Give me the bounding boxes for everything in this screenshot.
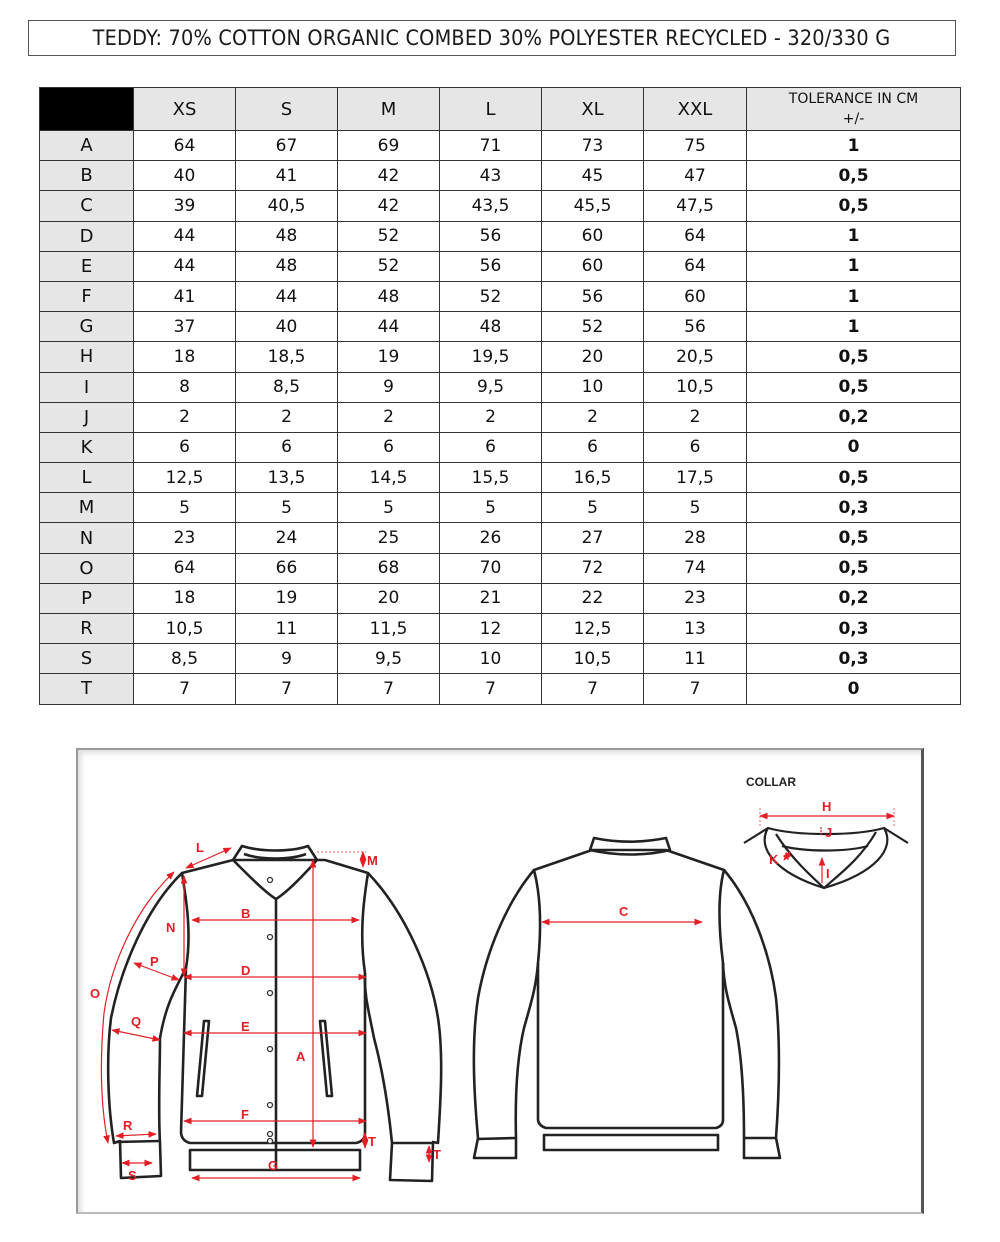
tolerance-value: 0,2 bbox=[747, 402, 961, 432]
label-o: O bbox=[90, 986, 101, 1001]
measure-k-line bbox=[784, 852, 790, 860]
size-value-xxl: 7 bbox=[644, 674, 747, 704]
size-value-xs: 23 bbox=[134, 523, 236, 553]
size-row-i bbox=[40, 372, 961, 402]
size-value-xxl: 2 bbox=[644, 402, 747, 432]
measurement-label: P bbox=[40, 583, 134, 613]
label-s: S bbox=[128, 1168, 137, 1183]
page-title: TEDDY: 70% COTTON ORGANIC COMBED 30% POLYESTER RECYCLED - 320/330 G bbox=[93, 26, 891, 50]
tolerance-value: 0,5 bbox=[747, 523, 961, 553]
size-value-xs: 39 bbox=[134, 191, 236, 221]
size-value-m: 44 bbox=[338, 312, 440, 342]
size-table-body bbox=[40, 131, 961, 705]
size-value-m: 9,5 bbox=[338, 644, 440, 674]
front-buttons bbox=[268, 878, 273, 1144]
tolerance-value: 0,5 bbox=[747, 342, 961, 372]
label-a: A bbox=[296, 1049, 306, 1064]
size-value-xs: 5 bbox=[134, 493, 236, 523]
size-value-xs: 6 bbox=[134, 432, 236, 462]
label-l: L bbox=[196, 840, 204, 855]
size-value-m: 52 bbox=[338, 221, 440, 251]
size-row-f bbox=[40, 281, 961, 311]
size-value-xl: 20 bbox=[542, 342, 644, 372]
size-value-xs: 7 bbox=[134, 674, 236, 704]
collar-measure-labels bbox=[769, 799, 832, 881]
header-size-xs: XS bbox=[134, 88, 236, 131]
size-value-l: 7 bbox=[440, 674, 542, 704]
header-size-xl: XL bbox=[542, 88, 644, 131]
size-value-l: 6 bbox=[440, 432, 542, 462]
size-value-l: 15,5 bbox=[440, 463, 542, 493]
size-value-xs: 64 bbox=[134, 553, 236, 583]
header-size-m: M bbox=[338, 88, 440, 131]
button-icon bbox=[268, 1103, 273, 1108]
size-value-l: 48 bbox=[440, 312, 542, 342]
size-value-xs: 64 bbox=[134, 131, 236, 161]
title-box bbox=[28, 20, 956, 56]
size-value-s: 48 bbox=[236, 221, 338, 251]
tolerance-value: 1 bbox=[747, 131, 961, 161]
size-value-xl: 10,5 bbox=[542, 644, 644, 674]
size-value-xs: 44 bbox=[134, 221, 236, 251]
tolerance-value: 0,3 bbox=[747, 493, 961, 523]
measurement-diagram bbox=[76, 748, 924, 1214]
size-value-l: 56 bbox=[440, 251, 542, 281]
label-r: R bbox=[123, 1118, 133, 1133]
size-row-t bbox=[40, 674, 961, 704]
tolerance-value: 1 bbox=[747, 221, 961, 251]
label-i: I bbox=[826, 866, 830, 881]
front-pocket-left bbox=[197, 1021, 209, 1096]
label-b: B bbox=[241, 906, 251, 921]
size-value-xl: 16,5 bbox=[542, 463, 644, 493]
label-n: N bbox=[166, 920, 176, 935]
measurement-label: R bbox=[40, 614, 134, 644]
label-e: E bbox=[241, 1019, 250, 1034]
size-value-xs: 10,5 bbox=[134, 614, 236, 644]
measurement-label: O bbox=[40, 553, 134, 583]
size-value-l: 19,5 bbox=[440, 342, 542, 372]
label-c: C bbox=[619, 904, 629, 919]
size-value-m: 14,5 bbox=[338, 463, 440, 493]
header-corner bbox=[40, 88, 134, 131]
size-value-xs: 37 bbox=[134, 312, 236, 342]
size-value-xxl: 6 bbox=[644, 432, 747, 462]
size-value-l: 26 bbox=[440, 523, 542, 553]
tolerance-header-line1: TOLERANCE IN CM bbox=[788, 91, 919, 107]
size-value-m: 42 bbox=[338, 191, 440, 221]
size-row-m bbox=[40, 493, 961, 523]
size-value-xs: 18 bbox=[134, 583, 236, 613]
measurement-label: J bbox=[40, 402, 134, 432]
back-collar bbox=[590, 838, 670, 855]
tolerance-value: 1 bbox=[747, 251, 961, 281]
size-row-a bbox=[40, 131, 961, 161]
size-value-l: 52 bbox=[440, 281, 542, 311]
size-value-m: 42 bbox=[338, 161, 440, 191]
measurement-label: G bbox=[40, 312, 134, 342]
tolerance-value: 0,3 bbox=[747, 614, 961, 644]
size-value-xxl: 11 bbox=[644, 644, 747, 674]
measurement-label: K bbox=[40, 432, 134, 462]
size-table-header bbox=[40, 88, 961, 131]
tolerance-value: 0,5 bbox=[747, 161, 961, 191]
measurement-label: F bbox=[40, 281, 134, 311]
size-value-s: 24 bbox=[236, 523, 338, 553]
label-t2: T bbox=[433, 1147, 441, 1162]
size-value-m: 19 bbox=[338, 342, 440, 372]
size-value-m: 7 bbox=[338, 674, 440, 704]
size-row-h bbox=[40, 342, 961, 372]
size-value-xl: 6 bbox=[542, 432, 644, 462]
size-value-xxl: 64 bbox=[644, 221, 747, 251]
size-value-l: 21 bbox=[440, 583, 542, 613]
measure-r-line bbox=[116, 1134, 156, 1136]
label-j: J bbox=[825, 825, 833, 840]
size-row-n bbox=[40, 523, 961, 553]
size-value-xs: 18 bbox=[134, 342, 236, 372]
header-tolerance bbox=[747, 88, 961, 131]
tolerance-value: 0,5 bbox=[747, 553, 961, 583]
tolerance-value: 0 bbox=[747, 432, 961, 462]
back-right-sleeve bbox=[723, 870, 780, 1158]
front-left-sleeve bbox=[108, 873, 186, 1178]
size-value-s: 8,5 bbox=[236, 372, 338, 402]
size-value-s: 18,5 bbox=[236, 342, 338, 372]
button-icon bbox=[268, 1132, 273, 1137]
size-row-l bbox=[40, 463, 961, 493]
size-value-xl: 27 bbox=[542, 523, 644, 553]
label-d: D bbox=[241, 963, 251, 978]
measurement-label: A bbox=[40, 131, 134, 161]
size-row-c bbox=[40, 191, 961, 221]
size-value-l: 56 bbox=[440, 221, 542, 251]
size-value-s: 9 bbox=[236, 644, 338, 674]
size-value-xl: 56 bbox=[542, 281, 644, 311]
measure-q-line bbox=[112, 1030, 160, 1040]
size-value-m: 25 bbox=[338, 523, 440, 553]
size-value-xl: 10 bbox=[542, 372, 644, 402]
size-value-l: 10 bbox=[440, 644, 542, 674]
label-q: Q bbox=[131, 1014, 142, 1029]
label-m: M bbox=[367, 853, 378, 868]
size-value-xl: 7 bbox=[542, 674, 644, 704]
header-size-l: L bbox=[440, 88, 542, 131]
tolerance-value: 1 bbox=[747, 281, 961, 311]
size-value-xxl: 56 bbox=[644, 312, 747, 342]
collar-title: COLLAR bbox=[746, 775, 796, 789]
size-value-xxl: 64 bbox=[644, 251, 747, 281]
size-value-xxl: 28 bbox=[644, 523, 747, 553]
size-value-l: 70 bbox=[440, 553, 542, 583]
size-table bbox=[39, 87, 961, 705]
measurement-label: S bbox=[40, 644, 134, 674]
size-value-xxl: 60 bbox=[644, 281, 747, 311]
header-size-xxl: XXL bbox=[644, 88, 747, 131]
front-collar-inner bbox=[244, 854, 306, 859]
front-body-outline bbox=[181, 860, 368, 1143]
front-jacket-drawing bbox=[108, 846, 441, 1181]
size-value-s: 5 bbox=[236, 493, 338, 523]
size-value-l: 43,5 bbox=[440, 191, 542, 221]
size-value-m: 69 bbox=[338, 131, 440, 161]
size-value-xl: 60 bbox=[542, 221, 644, 251]
size-value-m: 48 bbox=[338, 281, 440, 311]
size-value-l: 9,5 bbox=[440, 372, 542, 402]
size-value-m: 68 bbox=[338, 553, 440, 583]
size-value-xxl: 75 bbox=[644, 131, 747, 161]
front-right-sleeve bbox=[365, 873, 441, 1181]
size-value-xs: 2 bbox=[134, 402, 236, 432]
size-value-s: 67 bbox=[236, 131, 338, 161]
back-jacket-drawing bbox=[474, 838, 780, 1158]
size-value-s: 41 bbox=[236, 161, 338, 191]
measurement-label: D bbox=[40, 221, 134, 251]
size-value-s: 11 bbox=[236, 614, 338, 644]
size-value-m: 20 bbox=[338, 583, 440, 613]
size-value-s: 66 bbox=[236, 553, 338, 583]
back-left-sleeve bbox=[474, 870, 538, 1158]
size-value-m: 2 bbox=[338, 402, 440, 432]
size-value-xs: 44 bbox=[134, 251, 236, 281]
size-value-xl: 5 bbox=[542, 493, 644, 523]
size-row-k bbox=[40, 432, 961, 462]
size-value-m: 11,5 bbox=[338, 614, 440, 644]
size-value-l: 71 bbox=[440, 131, 542, 161]
size-row-j bbox=[40, 402, 961, 432]
tolerance-value: 0,5 bbox=[747, 191, 961, 221]
size-value-xxl: 13 bbox=[644, 614, 747, 644]
measurement-label: N bbox=[40, 523, 134, 553]
size-value-xl: 52 bbox=[542, 312, 644, 342]
tolerance-value: 0,5 bbox=[747, 372, 961, 402]
size-value-m: 52 bbox=[338, 251, 440, 281]
back-left-cuff bbox=[477, 1138, 516, 1139]
label-g: G bbox=[268, 1158, 279, 1173]
measurement-label: M bbox=[40, 493, 134, 523]
size-value-xs: 8 bbox=[134, 372, 236, 402]
size-row-o bbox=[40, 553, 961, 583]
size-value-m: 5 bbox=[338, 493, 440, 523]
size-value-s: 48 bbox=[236, 251, 338, 281]
measurement-label: E bbox=[40, 251, 134, 281]
size-value-xxl: 10,5 bbox=[644, 372, 747, 402]
size-value-xxl: 74 bbox=[644, 553, 747, 583]
back-body-outline bbox=[534, 850, 724, 1128]
label-t1: T bbox=[368, 1134, 376, 1149]
tolerance-header-line2: +/- bbox=[842, 111, 865, 127]
size-row-g bbox=[40, 312, 961, 342]
measurement-label: H bbox=[40, 342, 134, 372]
label-h: H bbox=[822, 799, 832, 814]
measurement-label: B bbox=[40, 161, 134, 191]
size-value-xxl: 17,5 bbox=[644, 463, 747, 493]
size-row-b bbox=[40, 161, 961, 191]
size-value-xs: 40 bbox=[134, 161, 236, 191]
size-value-l: 12 bbox=[440, 614, 542, 644]
tolerance-value: 0 bbox=[747, 674, 961, 704]
size-row-p bbox=[40, 583, 961, 613]
size-row-s bbox=[40, 644, 961, 674]
size-value-xl: 73 bbox=[542, 131, 644, 161]
button-icon bbox=[268, 1047, 273, 1052]
front-left-cuff bbox=[116, 1141, 160, 1142]
tolerance-value: 1 bbox=[747, 312, 961, 342]
size-value-l: 43 bbox=[440, 161, 542, 191]
header-size-s: S bbox=[236, 88, 338, 131]
tolerance-value: 0,2 bbox=[747, 583, 961, 613]
size-value-xxl: 20,5 bbox=[644, 342, 747, 372]
back-waistband bbox=[544, 1135, 718, 1150]
size-value-xs: 12,5 bbox=[134, 463, 236, 493]
label-f: F bbox=[241, 1107, 249, 1122]
label-k: K bbox=[769, 852, 779, 867]
size-value-xs: 8,5 bbox=[134, 644, 236, 674]
size-value-xxl: 23 bbox=[644, 583, 747, 613]
size-value-xxl: 5 bbox=[644, 493, 747, 523]
size-value-s: 19 bbox=[236, 583, 338, 613]
size-value-xl: 45,5 bbox=[542, 191, 644, 221]
measurement-label: C bbox=[40, 191, 134, 221]
button-icon bbox=[268, 935, 273, 940]
size-value-xl: 60 bbox=[542, 251, 644, 281]
measurement-label: I bbox=[40, 372, 134, 402]
size-row-r bbox=[40, 614, 961, 644]
size-value-s: 13,5 bbox=[236, 463, 338, 493]
front-measure-lines bbox=[101, 848, 429, 1178]
size-value-l: 5 bbox=[440, 493, 542, 523]
size-row-e bbox=[40, 251, 961, 281]
button-icon bbox=[268, 1139, 273, 1144]
tolerance-value: 0,5 bbox=[747, 463, 961, 493]
measurement-label: T bbox=[40, 674, 134, 704]
button-icon bbox=[268, 878, 273, 883]
button-icon bbox=[268, 991, 273, 996]
label-p: P bbox=[150, 954, 159, 969]
size-value-xl: 2 bbox=[542, 402, 644, 432]
size-value-s: 6 bbox=[236, 432, 338, 462]
size-value-s: 40,5 bbox=[236, 191, 338, 221]
size-value-xs: 41 bbox=[134, 281, 236, 311]
size-value-xl: 45 bbox=[542, 161, 644, 191]
front-pocket-right bbox=[320, 1021, 332, 1096]
size-value-s: 7 bbox=[236, 674, 338, 704]
size-value-xl: 72 bbox=[542, 553, 644, 583]
collar-inner-band bbox=[782, 846, 868, 851]
size-value-xl: 22 bbox=[542, 583, 644, 613]
size-value-m: 6 bbox=[338, 432, 440, 462]
size-value-xl: 12,5 bbox=[542, 614, 644, 644]
tolerance-value: 0,3 bbox=[747, 644, 961, 674]
size-value-xxl: 47 bbox=[644, 161, 747, 191]
size-value-l: 2 bbox=[440, 402, 542, 432]
size-row-d bbox=[40, 221, 961, 251]
size-value-s: 40 bbox=[236, 312, 338, 342]
measurement-label: L bbox=[40, 463, 134, 493]
size-value-s: 2 bbox=[236, 402, 338, 432]
size-value-m: 9 bbox=[338, 372, 440, 402]
size-value-s: 44 bbox=[236, 281, 338, 311]
size-value-xxl: 47,5 bbox=[644, 191, 747, 221]
